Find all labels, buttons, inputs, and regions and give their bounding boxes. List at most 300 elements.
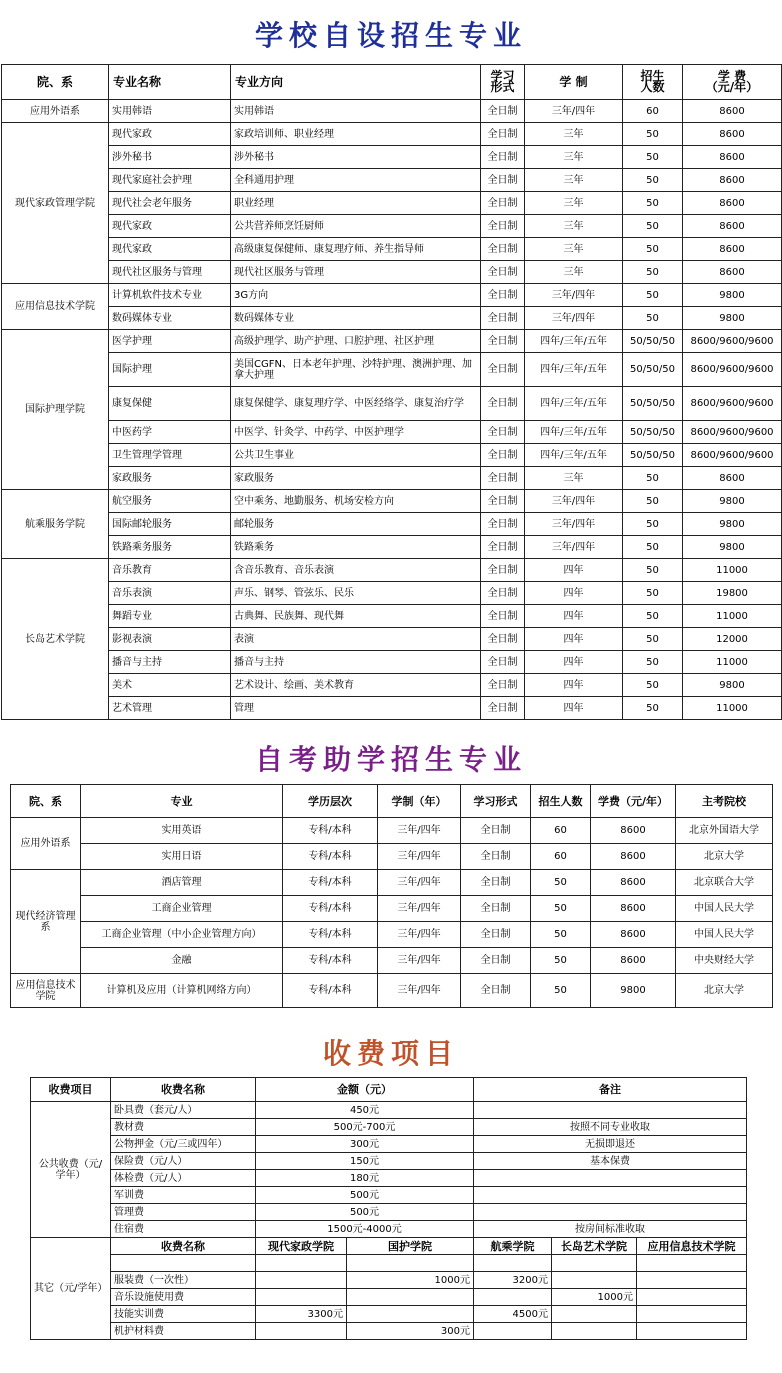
fee-name-cell: 教材费	[111, 1119, 256, 1136]
major-direction-cell: 公共卫生事业	[231, 444, 481, 467]
level-cell: 专科/本科	[283, 844, 378, 870]
column-header: 学习 形式	[481, 65, 525, 100]
form-cell: 全日制	[461, 974, 531, 1008]
fee-amount-cell	[637, 1272, 747, 1289]
form-cell: 全日制	[461, 948, 531, 974]
tuition-cell: 9800	[683, 674, 782, 697]
study-form-cell: 全日制	[481, 582, 525, 605]
fee-amount-cell	[637, 1306, 747, 1323]
tuition-cell: 11000	[683, 697, 782, 720]
tuition-cell: 11000	[683, 605, 782, 628]
study-form-cell: 全日制	[481, 490, 525, 513]
tuition-cell: 8600	[683, 238, 782, 261]
fee-amount-cell	[256, 1272, 347, 1289]
form-cell: 全日制	[461, 844, 531, 870]
school-cell: 中国人民大学	[676, 922, 773, 948]
subheader-cell: 国护学院	[347, 1238, 474, 1255]
fee-note-cell: 基本保费	[474, 1153, 747, 1170]
major-direction-cell: 管理	[231, 697, 481, 720]
column-header: 专业名称	[109, 65, 231, 100]
major-cell: 酒店管理	[81, 870, 283, 896]
table-row	[2, 467, 782, 490]
len-cell: 三年/四年	[378, 870, 461, 896]
fee-amount-cell: 3300元	[256, 1306, 347, 1323]
enrollment-cell: 50	[623, 559, 683, 582]
duration-cell: 三年/四年	[525, 307, 623, 330]
table-row	[31, 1255, 747, 1272]
study-form-cell: 全日制	[481, 261, 525, 284]
subheader-cell: 收费名称	[111, 1238, 256, 1255]
enrollment-cell: 50	[623, 261, 683, 284]
major-name-cell: 现代家政	[109, 123, 231, 146]
major-direction-cell: 播音与主持	[231, 651, 481, 674]
column-header: 学制（年）	[378, 785, 461, 818]
fee-name-cell: 保险费（元/人）	[111, 1153, 256, 1170]
fee-amount-cell	[474, 1255, 552, 1272]
table-row	[31, 1136, 747, 1153]
table-row	[11, 844, 773, 870]
table-row	[2, 123, 782, 146]
len-cell: 三年/四年	[378, 844, 461, 870]
fee-amount-cell: 1500元-4000元	[256, 1221, 474, 1238]
major-name-cell: 航空服务	[109, 490, 231, 513]
school-majors-table	[1, 64, 782, 720]
section1-title: 学校自设招生专业	[254, 19, 527, 52]
num-cell: 50	[531, 870, 591, 896]
major-name-cell: 播音与主持	[109, 651, 231, 674]
duration-cell: 三年	[525, 215, 623, 238]
major-direction-cell: 含音乐教育、音乐表演	[231, 559, 481, 582]
fee-amount-cell: 300元	[256, 1136, 474, 1153]
table-row	[31, 1153, 747, 1170]
study-form-cell: 全日制	[481, 284, 525, 307]
duration-cell: 三年	[525, 467, 623, 490]
table-row	[11, 896, 773, 922]
num-cell: 60	[531, 844, 591, 870]
major-direction-cell: 实用韩语	[231, 100, 481, 123]
fee-category-cell: 其它（元/学年）	[31, 1238, 111, 1340]
column-header: 收费名称	[111, 1078, 256, 1102]
department-cell: 现代经济管理系	[11, 870, 81, 974]
form-cell: 全日制	[461, 818, 531, 844]
enrollment-cell: 50	[623, 123, 683, 146]
major-cell: 实用英语	[81, 818, 283, 844]
fee-note-cell	[474, 1204, 747, 1221]
study-form-cell: 全日制	[481, 330, 525, 353]
table-row	[2, 330, 782, 353]
tuition-cell: 8600	[683, 146, 782, 169]
tuition-cell: 8600	[683, 100, 782, 123]
major-name-cell: 中医药学	[109, 421, 231, 444]
major-name-cell: 现代社区服务与管理	[109, 261, 231, 284]
subheader-cell: 应用信息技术学院	[637, 1238, 747, 1255]
tuition-cell: 8600	[683, 467, 782, 490]
fee-amount-cell	[552, 1272, 637, 1289]
duration-cell: 三年	[525, 169, 623, 192]
table-row	[2, 284, 782, 307]
column-header: 招生 人数	[623, 65, 683, 100]
duration-cell: 三年/四年	[525, 490, 623, 513]
major-direction-cell: 中医学、针灸学、中药学、中医护理学	[231, 421, 481, 444]
major-name-cell: 数码媒体专业	[109, 307, 231, 330]
tuition-cell: 8600	[683, 261, 782, 284]
duration-cell: 三年/四年	[525, 513, 623, 536]
major-name-cell: 国际邮轮服务	[109, 513, 231, 536]
fee-note-cell: 按房间标准收取	[474, 1221, 747, 1238]
fee-amount-cell	[552, 1306, 637, 1323]
enrollment-cell: 50/50/50	[623, 330, 683, 353]
major-name-cell: 现代家政	[109, 215, 231, 238]
fee-name-cell: 音乐设施使用费	[111, 1289, 256, 1306]
fee-name-cell: 卧具费（套元/人）	[111, 1102, 256, 1119]
column-header: 招生人数	[531, 785, 591, 818]
duration-cell: 四年/三年/五年	[525, 421, 623, 444]
fee-amount-cell	[637, 1289, 747, 1306]
enrollment-cell: 60	[623, 100, 683, 123]
fee-cell: 8600	[591, 818, 676, 844]
school-cell: 北京大学	[676, 974, 773, 1008]
fee-cell: 8600	[591, 896, 676, 922]
major-direction-cell: 声乐、钢琴、管弦乐、民乐	[231, 582, 481, 605]
major-name-cell: 现代社会老年服务	[109, 192, 231, 215]
major-direction-cell: 高级护理学、助产护理、口腔护理、社区护理	[231, 330, 481, 353]
school-cell: 北京外国语大学	[676, 818, 773, 844]
column-header: 学习形式	[461, 785, 531, 818]
enrollment-cell: 50	[623, 513, 683, 536]
department-cell: 应用外语系	[2, 100, 109, 123]
fee-cell: 9800	[591, 974, 676, 1008]
major-name-cell: 家政服务	[109, 467, 231, 490]
len-cell: 三年/四年	[378, 896, 461, 922]
study-form-cell: 全日制	[481, 100, 525, 123]
table-row	[31, 1170, 747, 1187]
table-row	[2, 559, 782, 582]
major-name-cell: 国际护理	[109, 353, 231, 387]
table-row	[2, 628, 782, 651]
department-cell: 现代家政管理学院	[2, 123, 109, 284]
school-cell: 中国人民大学	[676, 896, 773, 922]
fee-amount-cell	[552, 1255, 637, 1272]
enrollment-cell: 50	[623, 238, 683, 261]
duration-cell: 三年	[525, 192, 623, 215]
school-cell: 北京大学	[676, 844, 773, 870]
fee-name-cell: 公物押金（元/三或四年）	[111, 1136, 256, 1153]
fee-name-cell: 服装费（一次性）	[111, 1272, 256, 1289]
study-form-cell: 全日制	[481, 421, 525, 444]
tuition-cell: 11000	[683, 559, 782, 582]
duration-cell: 四年/三年/五年	[525, 330, 623, 353]
tuition-cell: 8600/9600/9600	[683, 387, 782, 421]
study-form-cell: 全日制	[481, 123, 525, 146]
table-row	[31, 1238, 747, 1255]
tuition-cell: 19800	[683, 582, 782, 605]
major-direction-cell: 现代社区服务与管理	[231, 261, 481, 284]
tuition-cell: 11000	[683, 651, 782, 674]
len-cell: 三年/四年	[378, 818, 461, 844]
major-direction-cell: 数码媒体专业	[231, 307, 481, 330]
school-cell: 北京联合大学	[676, 870, 773, 896]
tuition-cell: 8600	[683, 192, 782, 215]
duration-cell: 三年/四年	[525, 284, 623, 307]
enrollment-cell: 50	[623, 536, 683, 559]
major-direction-cell: 艺术设计、绘画、美术教育	[231, 674, 481, 697]
table-row	[2, 697, 782, 720]
table-row	[2, 444, 782, 467]
major-direction-cell: 美国CGFN、日本老年护理、沙特护理、澳洲护理、加拿大护理	[231, 353, 481, 387]
study-form-cell: 全日制	[481, 169, 525, 192]
fee-amount-cell	[347, 1289, 474, 1306]
form-cell: 全日制	[461, 870, 531, 896]
enrollment-cell: 50/50/50	[623, 387, 683, 421]
enrollment-cell: 50	[623, 628, 683, 651]
table-row	[2, 353, 782, 387]
enrollment-cell: 50	[623, 605, 683, 628]
major-cell: 工商企业管理（中小企业管理方向）	[81, 922, 283, 948]
fee-amount-cell	[637, 1323, 747, 1340]
fee-name-cell	[111, 1255, 256, 1272]
len-cell: 三年/四年	[378, 974, 461, 1008]
column-header: 收费项目	[31, 1078, 111, 1102]
enrollment-cell: 50/50/50	[623, 353, 683, 387]
study-form-cell: 全日制	[481, 215, 525, 238]
major-cell: 工商企业管理	[81, 896, 283, 922]
section2-title: 自考助学招生专业	[254, 743, 527, 776]
tuition-cell: 9800	[683, 307, 782, 330]
enrollment-cell: 50	[623, 192, 683, 215]
enrollment-cell: 50	[623, 307, 683, 330]
column-header: 备注	[474, 1078, 747, 1102]
fee-name-cell: 管理费	[111, 1204, 256, 1221]
table-row	[2, 605, 782, 628]
fee-amount-cell: 1000元	[552, 1289, 637, 1306]
fee-note-cell	[474, 1102, 747, 1119]
study-form-cell: 全日制	[481, 467, 525, 490]
column-header: 金额（元）	[256, 1078, 474, 1102]
enrollment-cell: 50/50/50	[623, 421, 683, 444]
major-cell: 计算机及应用（计算机网络方向）	[81, 974, 283, 1008]
fee-note-cell: 无损即退还	[474, 1136, 747, 1153]
table-row	[31, 1119, 747, 1136]
tuition-cell: 8600	[683, 169, 782, 192]
study-form-cell: 全日制	[481, 651, 525, 674]
fee-name-cell: 军训费	[111, 1187, 256, 1204]
subheader-cell: 长岛艺术学院	[552, 1238, 637, 1255]
fee-amount-cell: 300元	[347, 1323, 474, 1340]
major-name-cell: 音乐教育	[109, 559, 231, 582]
header-row	[2, 65, 782, 100]
fee-name-cell: 技能实训费	[111, 1306, 256, 1323]
duration-cell: 三年	[525, 123, 623, 146]
table-row	[31, 1323, 747, 1340]
major-name-cell: 实用韩语	[109, 100, 231, 123]
major-name-cell: 艺术管理	[109, 697, 231, 720]
duration-cell: 三年	[525, 261, 623, 284]
enrollment-cell: 50	[623, 674, 683, 697]
fee-note-cell	[474, 1187, 747, 1204]
fee-note-cell	[474, 1170, 747, 1187]
fee-amount-cell: 450元	[256, 1102, 474, 1119]
enrollment-cell: 50	[623, 146, 683, 169]
fee-amount-cell	[347, 1306, 474, 1323]
fee-amount-cell: 4500元	[474, 1306, 552, 1323]
major-name-cell: 计算机软件技术专业	[109, 284, 231, 307]
major-cell: 金融	[81, 948, 283, 974]
major-direction-cell: 高级康复保健师、康复理疗师、养生指导师	[231, 238, 481, 261]
study-form-cell: 全日制	[481, 353, 525, 387]
duration-cell: 三年	[525, 238, 623, 261]
fee-amount-cell	[256, 1289, 347, 1306]
fee-amount-cell	[256, 1323, 347, 1340]
duration-cell: 四年	[525, 628, 623, 651]
major-name-cell: 现代家庭社会护理	[109, 169, 231, 192]
table-row	[11, 922, 773, 948]
major-direction-cell: 涉外秘书	[231, 146, 481, 169]
tuition-cell: 9800	[683, 513, 782, 536]
table-row	[2, 238, 782, 261]
column-header: 院、系	[11, 785, 81, 818]
study-form-cell: 全日制	[481, 674, 525, 697]
study-form-cell: 全日制	[481, 307, 525, 330]
fee-amount-cell	[256, 1255, 347, 1272]
duration-cell: 四年/三年/五年	[525, 444, 623, 467]
enrollment-cell: 50	[623, 697, 683, 720]
duration-cell: 四年	[525, 651, 623, 674]
fee-amount-cell	[474, 1289, 552, 1306]
column-header: 学 制	[525, 65, 623, 100]
table-row	[2, 307, 782, 330]
num-cell: 50	[531, 948, 591, 974]
duration-cell: 四年	[525, 605, 623, 628]
fee-amount-cell	[552, 1323, 637, 1340]
enrollment-cell: 50	[623, 284, 683, 307]
table-row	[2, 513, 782, 536]
duration-cell: 四年	[525, 582, 623, 605]
department-cell: 应用信息技术学院	[2, 284, 109, 330]
school-cell: 中央财经大学	[676, 948, 773, 974]
fee-amount-cell	[474, 1323, 552, 1340]
table-row	[2, 490, 782, 513]
enrollment-cell: 50	[623, 582, 683, 605]
study-form-cell: 全日制	[481, 605, 525, 628]
study-form-cell: 全日制	[481, 559, 525, 582]
table-row	[2, 100, 782, 123]
column-header: 学费（元/年）	[591, 785, 676, 818]
department-cell: 应用外语系	[11, 818, 81, 870]
tuition-cell: 9800	[683, 536, 782, 559]
column-header: 专业	[81, 785, 283, 818]
major-name-cell: 卫生管理学管理	[109, 444, 231, 467]
fee-amount-cell: 500元	[256, 1187, 474, 1204]
major-name-cell: 舞蹈专业	[109, 605, 231, 628]
enrollment-cell: 50	[623, 467, 683, 490]
major-direction-cell: 家政培训师、职业经理	[231, 123, 481, 146]
table-row	[2, 421, 782, 444]
fee-cell: 8600	[591, 870, 676, 896]
level-cell: 专科/本科	[283, 948, 378, 974]
table-row	[2, 261, 782, 284]
table-row	[2, 169, 782, 192]
major-direction-cell: 康复保健学、康复理疗学、中医经络学、康复治疗学	[231, 387, 481, 421]
study-form-cell: 全日制	[481, 513, 525, 536]
fee-name-cell: 住宿费	[111, 1221, 256, 1238]
study-form-cell: 全日制	[481, 146, 525, 169]
table-row	[31, 1306, 747, 1323]
fee-amount-cell: 180元	[256, 1170, 474, 1187]
department-cell: 应用信息技术学院	[11, 974, 81, 1008]
duration-cell: 三年/四年	[525, 536, 623, 559]
tuition-cell: 8600/9600/9600	[683, 421, 782, 444]
form-cell: 全日制	[461, 922, 531, 948]
fee-name-cell: 机护材料费	[111, 1323, 256, 1340]
study-form-cell: 全日制	[481, 536, 525, 559]
major-name-cell: 康复保健	[109, 387, 231, 421]
num-cell: 60	[531, 818, 591, 844]
major-name-cell: 影视表演	[109, 628, 231, 651]
table-row	[31, 1289, 747, 1306]
table-row	[31, 1187, 747, 1204]
major-direction-cell: 古典舞、民族舞、现代舞	[231, 605, 481, 628]
num-cell: 50	[531, 922, 591, 948]
table-row	[31, 1204, 747, 1221]
header-row	[31, 1078, 747, 1102]
duration-cell: 四年	[525, 674, 623, 697]
column-header: 专业方向	[231, 65, 481, 100]
subheader-cell: 航乘学院	[474, 1238, 552, 1255]
tuition-cell: 12000	[683, 628, 782, 651]
table-row	[2, 651, 782, 674]
major-name-cell: 音乐表演	[109, 582, 231, 605]
tuition-cell: 8600	[683, 215, 782, 238]
column-header: 学 费 （元/年）	[683, 65, 782, 100]
major-direction-cell: 3G方向	[231, 284, 481, 307]
study-form-cell: 全日制	[481, 387, 525, 421]
major-direction-cell: 公共营养师烹饪厨师	[231, 215, 481, 238]
level-cell: 专科/本科	[283, 896, 378, 922]
len-cell: 三年/四年	[378, 948, 461, 974]
enrollment-cell: 50/50/50	[623, 444, 683, 467]
fee-category-cell: 公共收费（元/学年）	[31, 1102, 111, 1238]
self-study-majors-table	[10, 784, 773, 1008]
major-direction-cell: 全科通用护理	[231, 169, 481, 192]
major-direction-cell: 家政服务	[231, 467, 481, 490]
fees-table	[30, 1077, 747, 1340]
study-form-cell: 全日制	[481, 444, 525, 467]
tuition-cell: 8600	[683, 123, 782, 146]
table-row	[2, 192, 782, 215]
fee-cell: 8600	[591, 922, 676, 948]
fee-cell: 8600	[591, 844, 676, 870]
table-row	[2, 582, 782, 605]
fee-amount-cell: 150元	[256, 1153, 474, 1170]
study-form-cell: 全日制	[481, 192, 525, 215]
table-row	[31, 1272, 747, 1289]
major-cell: 实用日语	[81, 844, 283, 870]
tuition-cell: 9800	[683, 490, 782, 513]
fee-note-cell: 按照不同专业收取	[474, 1119, 747, 1136]
table-row	[11, 948, 773, 974]
tuition-cell: 8600/9600/9600	[683, 353, 782, 387]
enrollment-cell: 50	[623, 651, 683, 674]
section3-title: 收费项目	[322, 1037, 459, 1070]
duration-cell: 四年	[525, 559, 623, 582]
fee-amount-cell	[347, 1255, 474, 1272]
column-header: 主考院校	[676, 785, 773, 818]
fee-name-cell: 体检费（元/人）	[111, 1170, 256, 1187]
department-cell: 长岛艺术学院	[2, 559, 109, 720]
department-cell: 国际护理学院	[2, 330, 109, 490]
major-direction-cell: 职业经理	[231, 192, 481, 215]
major-name-cell: 现代家政	[109, 238, 231, 261]
